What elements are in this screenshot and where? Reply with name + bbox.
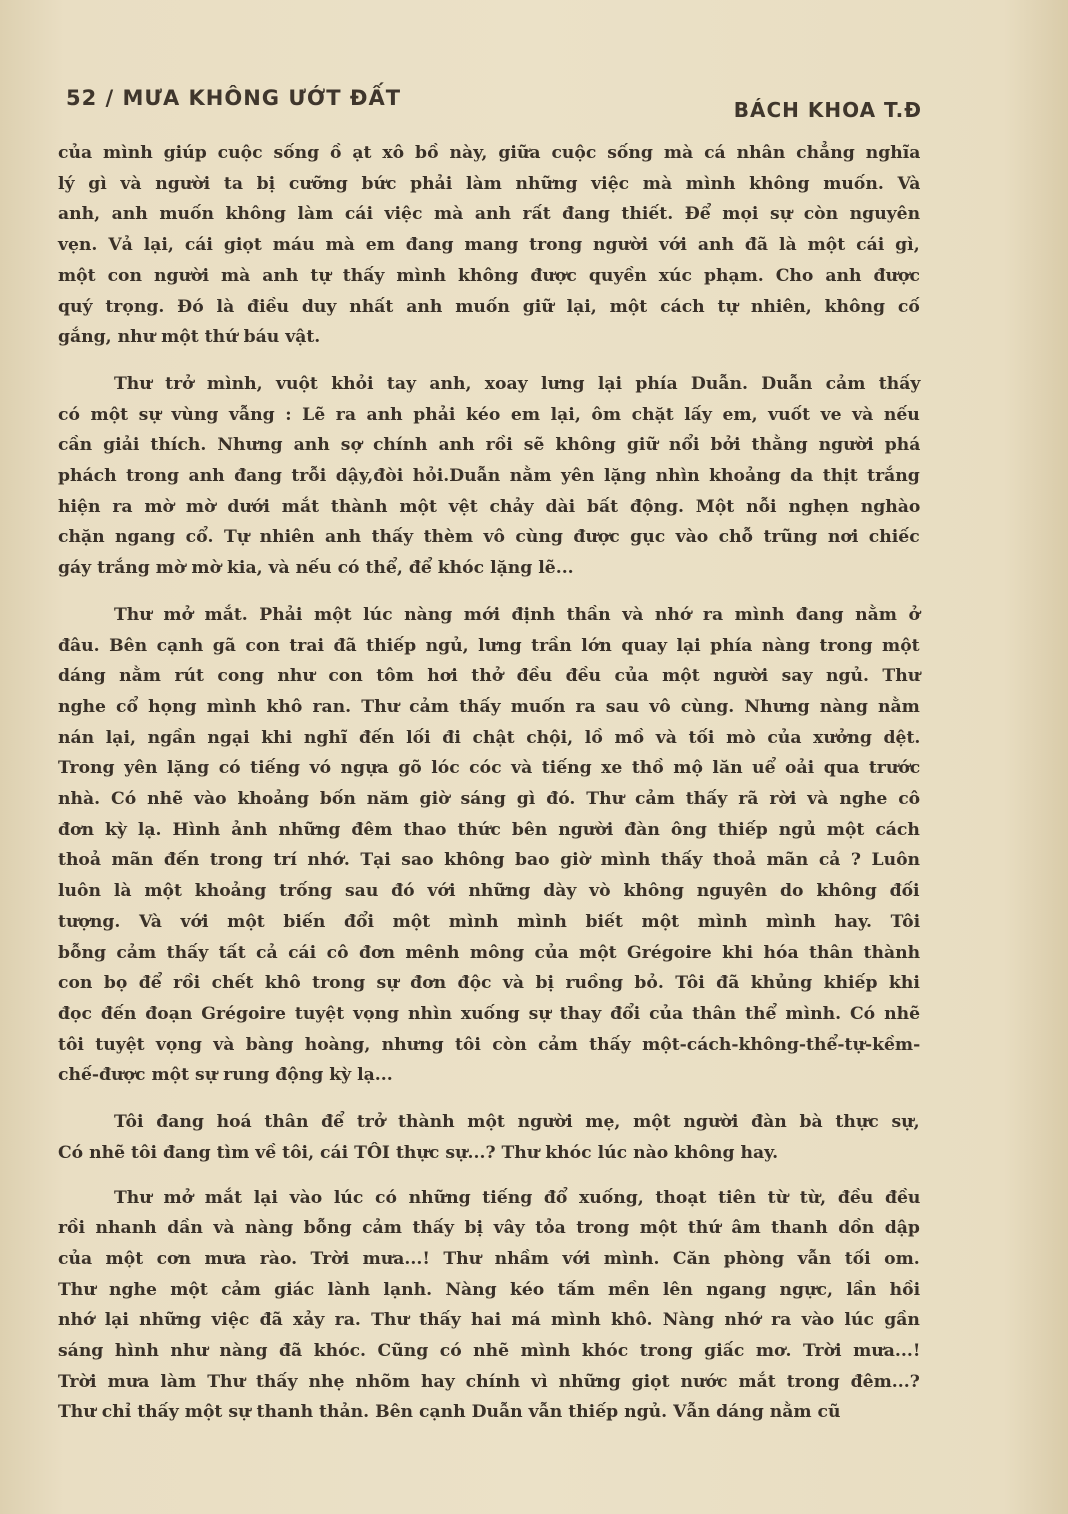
paragraph — [58, 1107, 920, 1168]
text-line: thoả mãn đến trong trí nhớ. Tại sao không bao giờ mình thấy thoả mãn cả ? Luôn — [58, 850, 921, 871]
text-line: tượng. Và với một biến đổi một mình mình biết một mình mình hay. Tôi — [58, 911, 921, 932]
text-line: Trời mưa làm Thư thấy nhẹ nhõm hay chính vì những giọt nước mắt trong đêm...? — [58, 1371, 920, 1392]
text-line: Thư nghe một cảm giác lành lạnh. Nàng kéo tấm mền lên ngang ngực, lần hồi — [58, 1279, 921, 1300]
text-line: Thư trở mình, vuột khỏi tay anh, xoay lưng lại phía Duẫn. Duẫn cảm thấy — [114, 373, 921, 394]
text-line: nhớ lại những việc đã xảy ra. Thư thấy hai má mình khô. Nàng nhớ ra vào lúc gần — [58, 1310, 920, 1331]
text-line: sáng hình như nàng đã khóc. Cũng có nhẽ mình khóc trong giấc mơ. Trời mưa...! — [58, 1341, 921, 1362]
text-line: gáy trắng mờ mờ kia, và nếu có thể, để khóc lặng lẽ... — [58, 558, 574, 579]
text-line: cần giải thích. Nhưng anh sợ chính anh rồi sẽ không giữ nổi bởi thằng người phá — [58, 435, 921, 456]
text-line: rồi nhanh dần và nàng bỗng cảm thấy bị vây tỏa trong một thứ âm thanh dồn dập — [58, 1218, 920, 1239]
text-line: Tôi đang hoá thân để trở thành một người mẹ, một người đàn bà thực sự, — [114, 1112, 920, 1133]
text-line: bỗng cảm thấy tất cả cái cô đơn mênh mông của một Grégoire khi hóa thân thành — [58, 942, 921, 963]
paragraph — [58, 1183, 920, 1429]
text-line: anh, anh muốn không làm cái việc mà anh rất đang thiết. Để mọi sự còn nguyên — [58, 204, 921, 225]
text-line: hiện ra mờ mờ dưới mắt thành một vệt chảy dài bất động. Một nỗi nghẹn nghào — [58, 496, 921, 517]
text-line: Có nhẽ tôi đang tìm về tôi, cái TÔI thực sự...? Thư khóc lúc nào không hay. — [58, 1142, 779, 1163]
header-magazine-name: BÁCH KHOA T.Đ — [733, 98, 922, 122]
text-line: phách trong anh đang trỗi dậy,đòi hỏi.Duẫn nằm yên lặng nhìn khoảng da thịt trắng — [58, 466, 920, 487]
text-line: nhà. Có nhẽ vào khoảng bốn năm giờ sáng gì đó. Thư cảm thấy rã rời và nghe cô — [58, 789, 921, 810]
text-line: Thư mở mắt lại vào lúc có những tiếng đổ xuống, thoạt tiên từ từ, đều đều — [114, 1187, 921, 1208]
text-line: đâu. Bên cạnh gã con trai đã thiếp ngủ, lưng trần lớn quay lại phía nàng trong một — [58, 635, 920, 656]
text-line: Thư mở mắt. Phải một lúc nàng mới định thần và nhớ ra mình đang nằm ở — [114, 604, 920, 625]
text-line: tôi tuyệt vọng và bàng hoàng, nhưng tôi còn cảm thấy một-cách-không-thể-tự-kềm- — [58, 1034, 921, 1055]
text-line: lý gì và người ta bị cưỡng bức phải làm những việc mà mình không muốn. Và — [58, 173, 921, 194]
text-line: của một cơn mưa rào. Trời mưa...! Thư nhầm với mình. Căn phòng vẫn tối om. — [58, 1248, 920, 1269]
text-line: đơn kỳ lạ. Hình ảnh những đêm thao thức bên người đàn ông thiếp ngủ một cách — [58, 819, 920, 840]
text-line: con bọ để rồi chết khô trong sự đơn độc và bị ruồng bỏ. Tôi đã khủng khiếp khi — [58, 973, 920, 994]
text-line: luôn là một khoảng trống sau đó với những dày vò không nguyên do không đối — [58, 881, 920, 902]
article-body — [58, 138, 920, 1428]
header-page-title: 52 / MƯA KHÔNG ƯỚT ĐẤT — [66, 86, 402, 110]
paragraph — [58, 138, 920, 353]
running-header — [66, 72, 922, 122]
text-line: gắng, như một thứ báu vật. — [58, 327, 321, 348]
text-line: Thư chỉ thấy một sự thanh thản. Bên cạnh Duẫn vẫn thiếp ngủ. Vẫn dáng nằm cũ — [58, 1402, 841, 1423]
text-line: nán lại, ngần ngại khi nghĩ đến lối đi chật chội, lồ mồ và tối mò của xưởng dệt. — [58, 727, 921, 748]
text-line: đọc đến đoạn Grégoire tuyệt vọng nhìn xuống sự thay đổi của thân thể mình. Có nhẽ — [58, 1003, 921, 1024]
text-line: chặn ngang cổ. Tự nhiên anh thấy thèm vô cùng được gục vào chỗ trũng nơi chiếc — [58, 527, 920, 548]
text-line: của mình giúp cuộc sống ồ ạt xô bồ này, giữa cuộc sống mà cá nhân chẳng nghĩa — [58, 143, 921, 163]
text-line: chế-được một sự rung động kỳ lạ... — [58, 1065, 393, 1086]
text-line: nghe cổ họng mình khô ran. Thư cảm thấy muốn ra sau vô cùng. Nhưng nàng nằm — [58, 696, 920, 717]
text-line: dáng nằm rút cong như con tôm hơi thở đều đều của một người say ngủ. Thư — [58, 666, 921, 687]
text-line: một con người mà anh tự thấy mình không được quyền xúc phạm. Cho anh được — [58, 265, 920, 286]
paragraph — [58, 600, 920, 1091]
text-line: có một sự vùng vẫng : Lẽ ra anh phải kéo em lại, ôm chặt lấy em, vuốt ve và nếu — [58, 404, 920, 425]
text-line: vẹn. Vả lại, cái giọt máu mà em đang mang trong người với anh đã là một cái gì, — [58, 235, 920, 256]
text-line: Trong yên lặng có tiếng vó ngựa gõ lóc cóc và tiếng xe thồ mộ lăn uể oải qua trước — [58, 758, 921, 779]
text-line: quý trọng. Đó là điều duy nhất anh muốn giữ lại, một cách tự nhiên, không cố — [58, 296, 920, 317]
paragraph — [58, 369, 920, 584]
